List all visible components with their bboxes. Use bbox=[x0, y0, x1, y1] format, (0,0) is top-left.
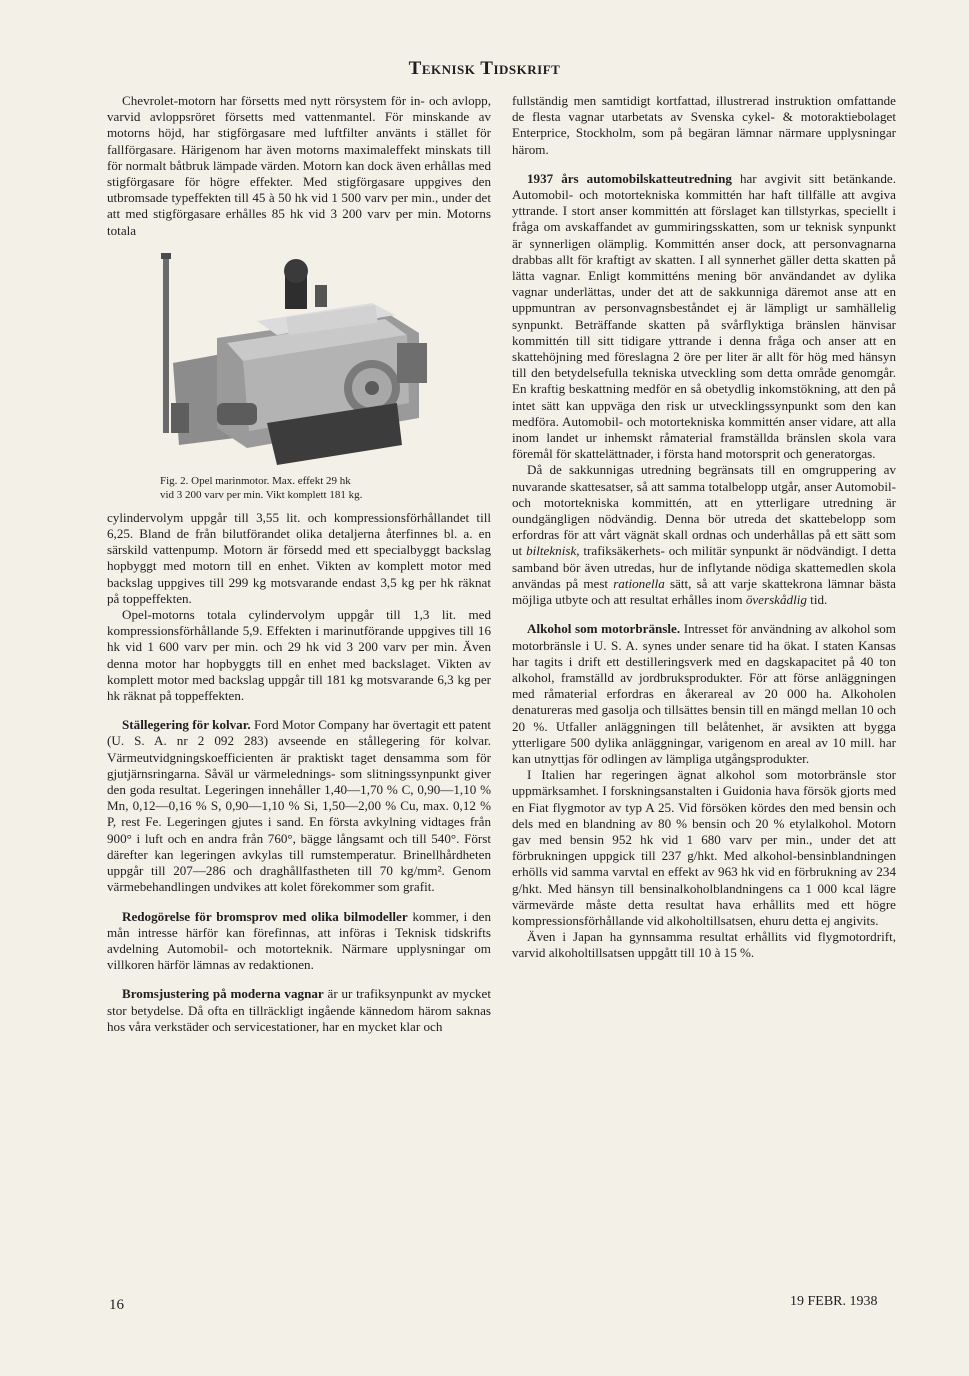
section-heading: Redogörelse för bromsprov med olika bilmodeller bbox=[122, 908, 408, 924]
paragraph: fullständig men samtidigt kortfattad, illustrerad instruktion omfattande de flesta vagnar utarbetats av Svenska cykel- & motoraktiebolaget Enterprice, Stockholm, som på begäran lämnar närmare upplysningar härom. bbox=[512, 93, 896, 157]
text-run: sätt, så att varje skattekrona lämnar bästa möjliga utbyte och att resultat erhålles inom bbox=[512, 575, 896, 608]
paragraph: I Italien har regeringen ägnat alkohol som motorbränsle stor uppmärksamhet. I forskningsanstalten i Guidonia hava försök gjorts med en Fiat flygmotor av typ A 25. Vid försöken kördes den med bensin och dels med en blandning av 80 % bensin och 20 % etylalkohol. Motorn gav med bensin 952 hk vid 1 680 varv per min., under det att förbrukningen uppgick till 237 g/hkt. Med alkohol-bensinblandningen erhölls vid samma varvtal en effekt av 963 hk vid en förbrukning av 234 g/hkt. Med hänsyn till bensinalkoholblandningens ca 1 000 kcal lägre värmevärde måste detta resultat hava erhållits med ett högre kompressionsförhållande vid alkoholtillsatsen, ehuru detta ej angivits. bbox=[512, 767, 896, 928]
section-automobilskatteutredning bbox=[512, 171, 896, 463]
figure-caption-line-2: vid 3 200 varv per min. Vikt komplett 181 kg. bbox=[160, 488, 363, 501]
section-heading: Alkohol som motorbränsle. bbox=[527, 621, 681, 637]
section-bromsjustering bbox=[107, 986, 491, 1035]
section-body: är ur trafiksynpunkt av mycket stor betydelse. Då ofta en tillräckligt ingående kännedom härom saknas hos våra verkstäder och servicestationer, har en mycket klar och bbox=[107, 986, 492, 1034]
section-body: kommer, i den mån intresse härför kan förefinnas, att införas i Teknisk tidskrifts avdelning Automobil- och motorteknik. Närmare upplysningar om villkoren härför lämnas av redaktionen. bbox=[107, 908, 491, 973]
figure-opel-engine bbox=[157, 253, 457, 502]
paragraph: Chevrolet-motorn har försetts med nytt rörsystem för in- och avlopp, varvid avloppsröret försetts med vattenmantel. För minskande av motorns höjd, har stigförgasare med luftfilter använts i stället för fallförgasare. Härigenom har även motorns maximaleffekt minskats till för normalt båtbruk lämpade värden. Motorn kan dock även erhållas med stigförgasare för högre effekter. Med stigförgasare uppgives den utbromsade typeffekten till 45 à 50 hk vid 1 500 varv per min., under det att med stigförgasare erhålles 85 hk vid 3 200 varv per min. Motorns totala bbox=[107, 93, 491, 238]
section-heading: 1937 års automobilskatteutredning bbox=[527, 170, 732, 186]
engine-photo bbox=[157, 253, 447, 468]
paragraph: cylindervolym uppgår till 3,55 lit. och kompressionsförhållandet till 6,25. Bland de från bilutförandet olika detaljerna återfinnes bl. a. en särskild vattenpump. Motorn är försedd med ett specialbyggt backslag hopbyggt med motorn till en enhet. Vikten av komplett motor med backslag uppgives till 299 kg motsvarande endast 3,5 kg per hk räknat på toppeffekten. bbox=[107, 509, 491, 606]
text-run: , trafiksäkerhets- och militär synpunkt är nödvändigt. I detta samband bör även utredas, hur de inflytande nödiga skattemedlen skola användas på mest bbox=[512, 543, 897, 591]
section-heading: Ställegering för kolvar. bbox=[122, 717, 251, 733]
section-body: har avgivit sitt betänkande. Automobil- och motortekniska kommittén har haft tillfälle att avgiva yttrande. I stort anser kommittén att förslaget kan tillstyrkas, speciellt i fråga om avskaffandet av gummiringsskatten, som ur teknisk synpunkt är synnerligen olämplig. Kommittén anser dock, att personvagnarna drabbas allt för kraftigt av skatten. I all synnerhet gäller detta skatten på lätta vagnar. Enligt kommitténs mening bör användandet av dylika vagnar underlättas, under det att de sakkunniga däremot anse att en uppmuntran av personvagnsbeståndet ej är lämpligt ur samhällelig synpunkt. Beträffande skatten på svårflyktiga bränslen hänvisar kommittén till sitt tidigare yttrande i denna fråga och anser att en skattehöjning med föreslagna 2 öre per liter är allt för hög med hänsyn till den betydelsefulla tekniska utveckling som detta område genomgår. En kraftig beskattning medför en så obetydlig inkomstökning, att den på intet sätt kan uppväga den risk ur utvecklingssynpunkt som den kan medföra. Automobil- och motortekniska kommittén anser vidare, att alla inom landet ur inhemskt råmaterial framställda bränslen skola vara föremål för skattelättnader, i första hand motorsprit och generatorgas. bbox=[512, 170, 896, 462]
figure-caption-line-1: Fig. 2. Opel marinmotor. Max. effekt 29 hk bbox=[160, 474, 351, 487]
text-run: Då de sakkunnigas utredning begränsats till en omgruppering av nuvarande skattesatser, så att samma totalbelopp utgår, anser Automobil- och motortekniska kommittén, att en ytterligare utredning är oundgängligen nödvändig. Denna bör utreda det skattebelopp som erfordras för att vårt vägnät skall ordnas och underhållas på ett sätt som ut bbox=[512, 462, 896, 559]
section-heading: Bromsjustering på moderna vagnar bbox=[122, 986, 324, 1002]
paragraph: Även i Japan ha gynnsamma resultat erhållits vid flygmotordrift, varvid alkoholtillsatsen uppgått till 10 à 15 %. bbox=[512, 929, 896, 961]
left-column bbox=[107, 93, 491, 1035]
italic-term: överskådlig bbox=[745, 592, 807, 608]
section-stallegering bbox=[107, 717, 491, 895]
italic-term: bilteknisk bbox=[526, 543, 577, 559]
issue-date: 19 FEBR. 1938 bbox=[790, 1294, 878, 1309]
section-body: Ford Motor Company har övertagit ett patent (U. S. A. nr 2 092 283) avseende en stållegering för kolvar. Värmeutvidgningskoefficienten är praktiskt taget densamma som för gjutjärnsringarna. Såväl ur värmelednings- som slitningssynpunkt giver den goda resultat. Legeringen innehåller 1,40—1,70 % C, 0,90—1,10 % Mn, 0,12—0,16 % S, 0,90—1,10 % Si, 1,50—2,00 % Cu, max. 0,12 % P, rest Fe. Legeringen gjutes i sand. En första avkylning vidtages från 900° i luft och en andra från 760°, bägge långsamt och till 540°. Först därefter kan legeringen avkylas till rumstemperatur. Brinellhårdheten uppgår till 207—286 och draghållfastheten till 70 kg/mm². Genom värmebehandlingen undvikes att kolet förekommer som grafit. bbox=[107, 717, 492, 895]
italic-term: rationella bbox=[613, 575, 665, 591]
text-run: tid. bbox=[806, 592, 828, 608]
paragraph: Opel-motorns totala cylindervolym uppgår till 1,3 lit. med kompressionsförhållande 5,9. Effekten i marinutförande uppgives till 16 hk vid 1 600 varv per min. och 29 hk vid 3 200 varv per min. Även denna motor har hopbyggts till en enhet med backslaget. Vikten av komplett motor med backslag uppgår till 181 kg motsvarande 6,3 kg per hk räknat på toppeffekten. bbox=[107, 607, 491, 704]
right-column bbox=[512, 93, 896, 962]
page-number: 16 bbox=[109, 1297, 124, 1313]
section-alkohol bbox=[512, 621, 896, 767]
paragraph bbox=[512, 462, 896, 608]
section-bromsprov bbox=[107, 909, 491, 974]
masthead-title: Teknisk Tidskrift bbox=[408, 58, 561, 79]
section-body: Intresset för användning av alkohol som motorbränsle i U. S. A. synes under senare tid ha ökat. I staten Kansas har tagits i drift ett destilleringsverk med en dagskapacitet på 40 ton alkohol, framställd av jordbruksprodukter. För att förse anläggningen med råmaterial erfordras en åkerareal av 20 000 ha. Alkoholen denatureras med gasolja och tillsättes bensin till en mängd mellan 10 och 20 %. Utfaller anläggningen till belåtenhet, är avsikten att bygga ytterligare 500 dylika anläggningar, varigenom en areal av 10 mill. har kan utnyttjas för odlingen av lämpliga utgångsprodukter. bbox=[512, 621, 896, 766]
figure-caption bbox=[160, 474, 457, 502]
